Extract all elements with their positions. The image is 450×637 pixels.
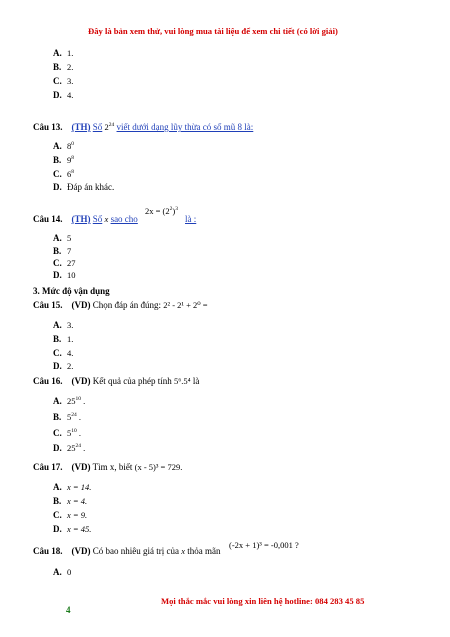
- question-number: Câu 18.: [33, 546, 63, 556]
- option-value: 0: [67, 567, 72, 577]
- question-text: Có bao nhiêu giá trị của: [92, 546, 179, 556]
- question-level: (VD): [71, 300, 91, 310]
- option-value: 3.: [67, 76, 74, 86]
- option-value: $8^0$: [67, 141, 74, 151]
- option-value: $25^{24}$ .: [67, 443, 86, 453]
- variable-x: x: [104, 214, 109, 224]
- option-label: C.: [53, 169, 62, 179]
- question-level: (TH): [71, 214, 91, 224]
- question-17: [33, 462, 182, 472]
- question-16: [33, 376, 199, 386]
- question-level: (VD): [71, 462, 91, 472]
- question-18: [33, 546, 221, 556]
- q17-option-c[interactable]: [53, 510, 87, 520]
- option-value: $25^{10}$ .: [67, 396, 86, 406]
- option-value: 10: [67, 270, 76, 280]
- option-value: $5^{24}$ .: [67, 412, 81, 422]
- option-label: A.: [53, 233, 62, 243]
- option-value: 4.: [67, 348, 74, 358]
- q15-option-c[interactable]: [53, 348, 73, 358]
- question-number: Câu 17.: [33, 462, 63, 472]
- expression: 5⁶.5⁴: [174, 376, 191, 386]
- option-value: 1.: [67, 48, 74, 58]
- q13-option-a[interactable]: [53, 141, 74, 151]
- question-level: (VD): [71, 376, 91, 386]
- q17-option-b[interactable]: [53, 496, 87, 506]
- option-value: 5: [67, 233, 72, 243]
- question-text: Số: [92, 214, 103, 224]
- option-value: 2.: [67, 62, 74, 72]
- question-text: Chọn đáp án đúng:: [92, 300, 162, 310]
- option-label: A.: [53, 482, 62, 492]
- question-13: [33, 122, 253, 132]
- q12-option-c[interactable]: [53, 76, 73, 86]
- hotline-footer: Mọi thắc mắc vui lòng xin liên hệ hotline: 084 283 45 85: [161, 596, 365, 606]
- option-label: D.: [53, 90, 62, 100]
- q14-option-d[interactable]: [53, 270, 76, 280]
- question-text: Số: [92, 122, 103, 132]
- option-label: B.: [53, 334, 62, 344]
- question-text: thỏa mãn: [187, 546, 221, 556]
- q14-option-b[interactable]: [53, 246, 71, 256]
- option-label: C.: [53, 76, 62, 86]
- option-value: 3.: [67, 320, 74, 330]
- q14-option-c[interactable]: [53, 258, 76, 268]
- q17-option-a[interactable]: [53, 482, 91, 492]
- q18-option-a[interactable]: [53, 567, 71, 577]
- section-heading: 3. Mức độ vận dụng: [33, 286, 110, 296]
- option-label: A.: [53, 141, 62, 151]
- option-label: A.: [53, 567, 62, 577]
- q12-option-b[interactable]: [53, 62, 73, 72]
- question-level: (TH): [71, 122, 91, 132]
- option-label: B.: [53, 412, 62, 422]
- option-value: 4.: [67, 90, 74, 100]
- option-label: C.: [53, 258, 62, 268]
- option-value: $6^8$: [67, 169, 74, 179]
- option-value: Đáp án khác.: [67, 182, 115, 192]
- preview-notice: Đây là bản xem thử, vui lòng mua tài liệu để xem chi tiết (có lời giải): [88, 26, 338, 36]
- expression: (-2x + 1)³ = -0,001 ?: [229, 540, 299, 550]
- option-label: B.: [53, 496, 62, 506]
- question-text: viết dưới dạng lũy thừa có số mũ 8 là:: [116, 122, 254, 132]
- option-value: $5^{10}$ .: [67, 428, 81, 438]
- option-value: $9^8$: [67, 155, 74, 165]
- q13-option-d[interactable]: [53, 182, 114, 192]
- question-number: Câu 16.: [33, 376, 63, 386]
- question-text: Kết quả của phép tính: [92, 376, 172, 386]
- option-label: B.: [53, 62, 62, 72]
- option-label: C.: [53, 348, 62, 358]
- option-value: 7: [67, 246, 72, 256]
- option-value: x = 45.: [67, 524, 92, 534]
- option-label: A.: [53, 320, 62, 330]
- option-label: D.: [53, 270, 62, 280]
- q15-option-d[interactable]: [53, 361, 73, 371]
- power-expression: $2^{24}$: [104, 122, 115, 132]
- q15-option-a[interactable]: [53, 320, 73, 330]
- q13-option-b[interactable]: [53, 155, 74, 165]
- q14-option-a[interactable]: [53, 233, 71, 243]
- option-label: B.: [53, 155, 62, 165]
- option-value: x = 4.: [67, 496, 88, 506]
- q17-option-d[interactable]: [53, 524, 91, 534]
- option-value: 27: [67, 258, 76, 268]
- q16-option-c[interactable]: [53, 428, 81, 438]
- option-value: x = 14.: [67, 482, 92, 492]
- question-text: sao cho: [110, 214, 138, 224]
- question-number: Câu 13.: [33, 122, 63, 132]
- question-14: [33, 214, 138, 224]
- question-text: Tìm x, biết: [92, 462, 133, 472]
- option-label: C.: [53, 428, 62, 438]
- question-number: Câu 15.: [33, 300, 63, 310]
- option-label: C.: [53, 510, 62, 520]
- q12-option-a[interactable]: [53, 48, 73, 58]
- option-label: A.: [53, 48, 62, 58]
- page-number: 4: [66, 605, 71, 615]
- question-level: (VD): [71, 546, 91, 556]
- question-number: Câu 14.: [33, 214, 63, 224]
- equation: $2x = (2^2)^3$: [145, 206, 178, 216]
- q16-option-b[interactable]: [53, 412, 81, 422]
- expression: 2² - 2¹ + 2⁰ =: [163, 300, 208, 310]
- option-value: 2.: [67, 361, 74, 371]
- option-value: x = 9.: [67, 510, 88, 520]
- q12-option-d[interactable]: [53, 90, 73, 100]
- question-15: [33, 300, 208, 311]
- q16-option-a[interactable]: [53, 396, 85, 406]
- variable-x: x: [181, 546, 186, 556]
- expression: (x - 5)³ = 729.: [134, 462, 183, 472]
- q16-option-d[interactable]: [53, 443, 85, 453]
- option-label: D.: [53, 361, 62, 371]
- option-label: A.: [53, 396, 62, 406]
- option-value: 1.: [67, 334, 74, 344]
- option-label: D.: [53, 443, 62, 453]
- option-label: B.: [53, 246, 62, 256]
- question-text: là: [192, 376, 200, 386]
- option-label: D.: [53, 182, 62, 192]
- q13-option-c[interactable]: [53, 169, 74, 179]
- question-text: là :: [185, 214, 197, 224]
- q15-option-b[interactable]: [53, 334, 73, 344]
- option-label: D.: [53, 524, 62, 534]
